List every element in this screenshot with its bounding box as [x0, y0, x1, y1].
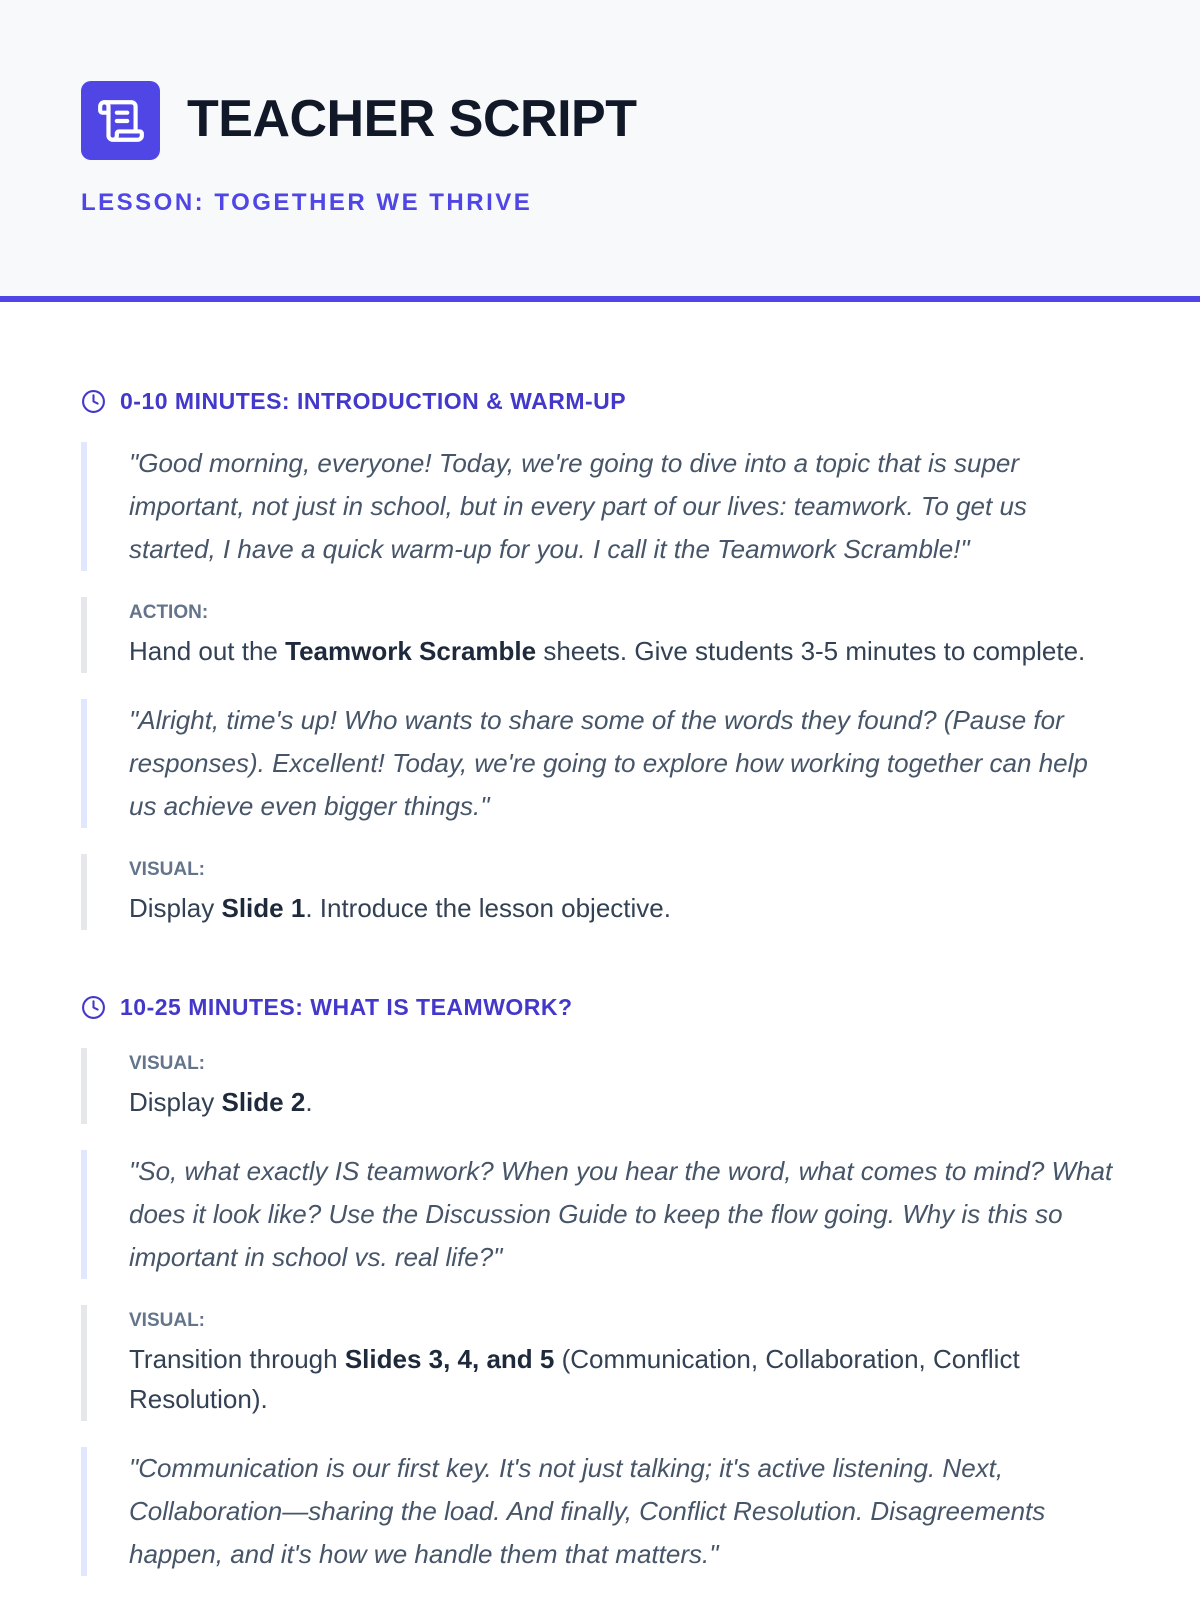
note-text: Display Slide 2. — [129, 1087, 313, 1117]
script-blocks — [81, 1048, 1119, 1576]
note-label: VISUAL: — [129, 1310, 205, 1331]
note-text: Hand out the Teamwork Scramble sheets. Give students 3-5 minutes to complete. — [129, 636, 1086, 666]
page-title: TEACHER SCRIPT — [187, 90, 637, 148]
action-note — [81, 597, 1119, 673]
visual-note — [81, 854, 1119, 930]
lesson-subtitle: LESSON: TOGETHER WE THRIVE — [81, 189, 533, 216]
note-label: ACTION: — [129, 602, 209, 623]
script-quote: "Communication is our first key. It's not just talking; it's active listening. Next, Collaboration—sharing the load. And finally, Conflict Resolution. Disagreements happen, and it's how we handle them that matters." — [81, 1447, 1119, 1576]
script-content — [0, 302, 1200, 1576]
note-label: VISUAL: — [129, 1053, 205, 1074]
script-quote: "Good morning, everyone! Today, we're going to dive into a topic that is super important, not just in school, but in every part of our lives: teamwork. To get us started, I have a quick warm-up for you. I call it the Teamwork Scramble!" — [81, 442, 1119, 571]
section-title: 0-10 MINUTES: INTRODUCTION & WARM-UP — [120, 387, 627, 414]
scroll-icon — [96, 96, 146, 146]
script-quote: "So, what exactly IS teamwork? When you hear the word, what comes to mind? What does it look like? Use the Discussion Guide to keep the flow going. Why is this so important in school vs. real life?" — [81, 1150, 1119, 1279]
visual-note — [81, 1048, 1119, 1124]
note-text: Display Slide 1. Introduce the lesson objective. — [129, 893, 671, 923]
note-text: Transition through Slides 3, 4, and 5 (Communication, Collaboration, Conflict Resolution). — [129, 1344, 1020, 1414]
script-blocks — [81, 442, 1119, 930]
section-title: 10-25 MINUTES: WHAT IS TEAMWORK? — [120, 993, 573, 1020]
note-label: VISUAL: — [129, 859, 205, 880]
visual-note — [81, 1305, 1119, 1421]
section-introduction — [81, 386, 1119, 930]
script-quote: "Alright, time's up! Who wants to share some of the words they found? (Pause for responses). Excellent! Today, we're going to explore how working together can help us achieve even bigger things." — [81, 699, 1119, 828]
clock-icon — [81, 995, 106, 1020]
page-header — [0, 0, 1200, 302]
section-heading — [81, 992, 1119, 1022]
section-what-is-teamwork — [81, 992, 1119, 1576]
section-heading — [81, 386, 1119, 416]
logo — [81, 81, 160, 160]
clock-icon — [81, 389, 106, 414]
